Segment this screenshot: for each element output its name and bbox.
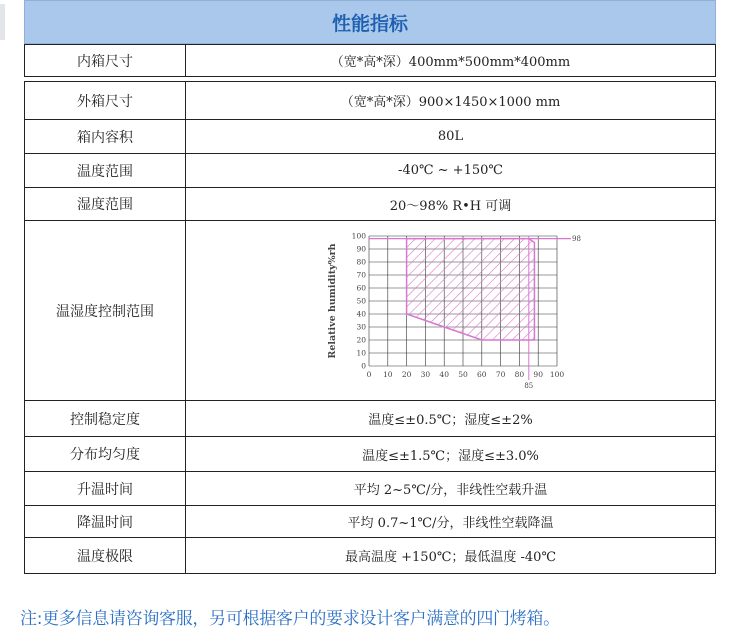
y-tick-label: 40 [355,309,366,318]
y-tick-label: 30 [355,322,366,331]
y-tick-label: 50 [355,296,366,305]
table-row [25,154,716,188]
table-row [25,45,716,77]
row-label: 温度极限 [25,538,186,574]
y-tick-label: 80 [355,257,366,266]
row-label: 降温时间 [25,506,186,538]
x-tick-label: 90 [532,369,543,379]
x-tick-label: 20 [401,369,411,379]
y-tick-label: 0 [360,361,366,370]
table-row [25,221,716,401]
table-row [25,506,716,538]
row-label: 温度范围 [25,154,186,188]
x-tick-label: 40 [438,369,449,379]
x-tick-label: 80 [514,369,524,379]
row-value: 温度≤±0.5℃；湿度≤±2% [186,401,716,437]
table-row [25,472,716,506]
row-value: -40℃ ~ +150℃ [186,154,716,188]
row-label: 湿度范围 [25,188,186,221]
x-tick-label: 10 [382,369,393,379]
row-label: 外箱尺寸 [25,82,186,120]
annotation-98: 98 [571,234,581,243]
side-marker [0,0,24,44]
x-tick-label: 100 [549,369,564,379]
row-label: 控制稳定度 [25,401,186,437]
row-value: 80L [186,120,716,154]
y-tick-label: 60 [355,283,366,292]
chart-cell [186,221,716,401]
row-value: 温度≤±1.5℃；湿度≤±3.0% [186,437,716,472]
control-region [406,238,534,339]
row-label: 分布均匀度 [25,437,186,472]
humidity-temperature-chart [301,224,601,394]
table-row [25,437,716,472]
row-value: （宽*高*深）400mm*500mm*400mm [186,45,716,77]
y-tick-label: 70 [355,270,366,279]
x-tick-label: 0 [366,369,371,379]
row-value: 最高温度 +150℃；最低温度 -40℃ [186,538,716,574]
row-value: 20～98% R•H 可调 [186,188,716,221]
footer-note: 注:更多信息请咨询客服，另可根据客户的要求设计客户满意的四门烤箱。 [20,609,560,629]
spec-table [24,44,716,574]
row-label: 温湿度控制范围 [25,221,186,401]
table-row [25,538,716,574]
y-tick-label: 100 [351,231,366,240]
section-header [24,0,716,44]
x-tick-label: 60 [476,369,487,379]
y-tick-label: 10 [355,348,366,357]
table-row [25,401,716,437]
row-value: 平均 2~5℃/分，非线性空载升温 [186,472,716,506]
table-row [25,188,716,221]
row-label: 升温时间 [25,472,186,506]
row-value: 平均 0.7~1℃/分，非线性空载降温 [186,506,716,538]
y-tick-label: 20 [355,335,366,344]
x-tick-label: 50 [457,369,468,379]
x-tick-label: 70 [495,369,505,379]
annotation-85: 85 [523,381,533,390]
row-label: 箱内容积 [25,120,186,154]
table-row [25,82,716,120]
row-label: 内箱尺寸 [25,45,186,77]
table-row [25,120,716,154]
x-tick-label: 30 [420,369,430,379]
section-title: 性能指标 [331,12,408,35]
row-value: （宽*高*深）900×1450×1000 mm [186,82,716,120]
y-axis-label: Relative humidity%rh [326,242,338,359]
y-tick-label: 90 [355,244,366,253]
